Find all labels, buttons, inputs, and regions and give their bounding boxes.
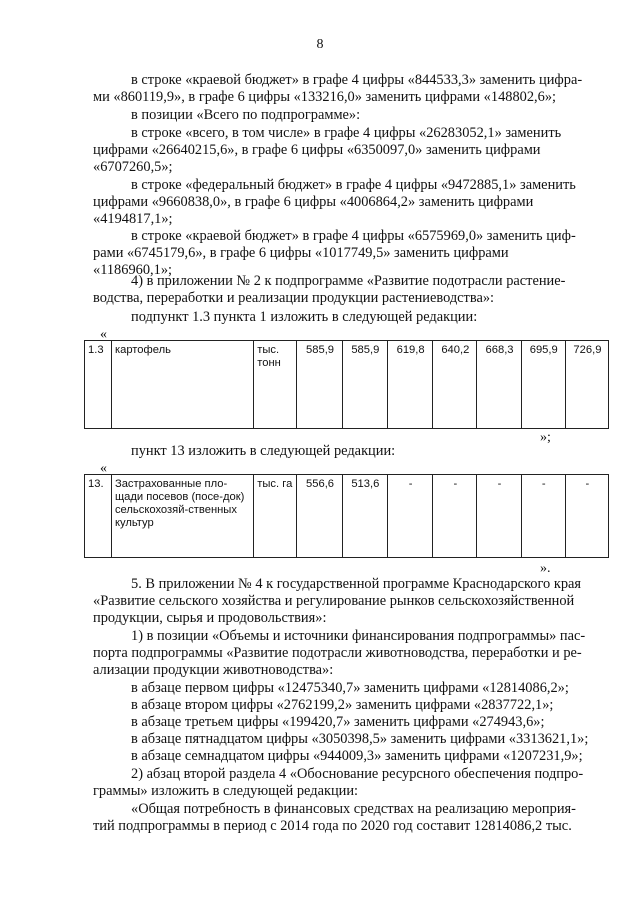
cell-value: - <box>387 475 432 558</box>
text-line: в абзаце семнадцатом цифры «944009,3» заменить цифрами «1207231,9»; <box>131 748 583 764</box>
paragraph <box>93 628 608 679</box>
cell-name: Застрахованные пло-щади посевов (посе-док) сельскохозяй-ственных культур <box>111 475 253 558</box>
cell-unit: тыс. тонн <box>254 341 297 429</box>
text-line: «Общая потребность в финансовых средствах на реализацию мероприя- <box>131 801 576 817</box>
table-row <box>85 475 609 558</box>
text-line: в абзаце первом цифры «12475340,7» заменить цифрами «12814086,2»; <box>131 680 569 696</box>
cell-unit: тыс. га <box>254 475 297 558</box>
text-line: порта подпрограммы «Развитие подотрасли животноводства, переработки и ре- <box>93 645 582 661</box>
page-number: 8 <box>316 37 324 52</box>
text-line: в абзаце пятнадцатом цифры «3050398,5» заменить цифрами «3313621,1»; <box>131 731 589 747</box>
cell-value: 619,8 <box>387 341 432 429</box>
text-line: ми «860119,9», в графе 6 цифры «133216,0» заменить цифрами «148802,6»; <box>93 89 557 105</box>
text-line: 5. В приложении № 4 к государственной программе Краснодарского края <box>131 576 582 592</box>
text-line: 4) в приложении № 2 к подпрограмме «Развитие подотрасли растение- <box>131 273 566 289</box>
cell-value: 513,6 <box>342 475 387 558</box>
text-line: тий подпрограммы в период с 2014 года по 2020 год составит 12814086,2 тыс. <box>93 818 572 834</box>
text-line: в абзаце третьем цифры «199420,7» заменить цифрами «274943,6»; <box>131 714 545 730</box>
paragraph <box>93 72 608 106</box>
paragraph <box>93 309 608 326</box>
text-line: цифрами «9660838,0», в графе 6 цифры «4006864,2» заменить цифрами <box>93 194 534 210</box>
text-line: пункт 13 изложить в следующей редакции: <box>131 443 396 459</box>
open-quote: « <box>100 327 107 342</box>
cell-value: 695,9 <box>521 341 565 429</box>
text-line: в строке «всего, в том числе» в графе 4 цифры «26283052,1» заменить <box>131 125 562 141</box>
paragraph <box>93 273 608 307</box>
text-line: продукции, сырья и продовольствия»: <box>93 610 327 626</box>
text-line: 1) в позиции «Объемы и источники финансирования подпрограммы» пас- <box>131 628 586 644</box>
paragraph <box>93 576 608 627</box>
cell-value: 556,6 <box>297 475 342 558</box>
text-line: в строке «федеральный бюджет» в графе 4 цифры «9472885,1» заменить <box>131 177 576 193</box>
cell-name: картофель <box>111 341 253 429</box>
text-line: цифрами «26640215,6», в графе 6 цифры «6350097,0» заменить цифрами <box>93 142 541 158</box>
cell-value: - <box>477 475 521 558</box>
cell-value: 585,9 <box>297 341 342 429</box>
table-insured-area <box>84 474 609 558</box>
cell-value: 585,9 <box>342 341 387 429</box>
paragraph <box>93 801 608 835</box>
text-line: в строке «краевой бюджет» в графе 4 цифры «6575969,0» заменить циф- <box>131 228 576 244</box>
text-line: подпункт 1.3 пункта 1 изложить в следующей редакции: <box>131 309 478 325</box>
text-line: граммы» изложить в следующей редакции: <box>93 783 359 799</box>
paragraph <box>93 125 608 176</box>
close-quote: ». <box>540 561 551 576</box>
paragraph <box>93 228 608 279</box>
text-line: «6707260,5»; <box>93 159 173 175</box>
paragraph <box>93 107 608 124</box>
text-line: «Развитие сельского хозяйства и регулирование рынков сельскохозяйственной <box>93 593 575 609</box>
text-line: рами «6745179,6», в графе 6 цифры «1017749,5» заменить цифрами <box>93 245 509 261</box>
text-line: водства, переработки и реализации продукции растениеводства»: <box>93 290 495 306</box>
paragraph <box>93 177 608 228</box>
cell-value: 640,2 <box>433 341 477 429</box>
cell-value: - <box>521 475 565 558</box>
text-line: 2) абзац второй раздела 4 «Обоснование ресурсного обеспечения подпро- <box>131 766 584 782</box>
cell-value: 668,3 <box>477 341 521 429</box>
text-line: в позиции «Всего по подпрограмме»: <box>131 107 361 123</box>
text-line: в абзаце втором цифры «2762199,2» заменить цифрами «2837722,1»; <box>131 697 554 713</box>
text-line: в строке «краевой бюджет» в графе 4 цифры «844533,3» заменить цифра- <box>131 72 583 88</box>
close-quote: »; <box>540 430 551 445</box>
cell-value: 726,9 <box>565 341 608 429</box>
cell-value: - <box>433 475 477 558</box>
paragraph <box>93 680 608 765</box>
cell-value: - <box>565 475 608 558</box>
text-line: «1186960,1»; <box>93 262 173 278</box>
table-potato <box>84 340 609 429</box>
paragraph <box>93 443 608 460</box>
text-line: «4194817,1»; <box>93 211 173 227</box>
text-line: ализации продукции животноводства»: <box>93 662 334 678</box>
table-row <box>85 341 609 429</box>
cell-num: 13. <box>85 475 112 558</box>
open-quote: « <box>100 461 107 476</box>
cell-num: 1.3 <box>85 341 112 429</box>
paragraph <box>93 766 608 800</box>
